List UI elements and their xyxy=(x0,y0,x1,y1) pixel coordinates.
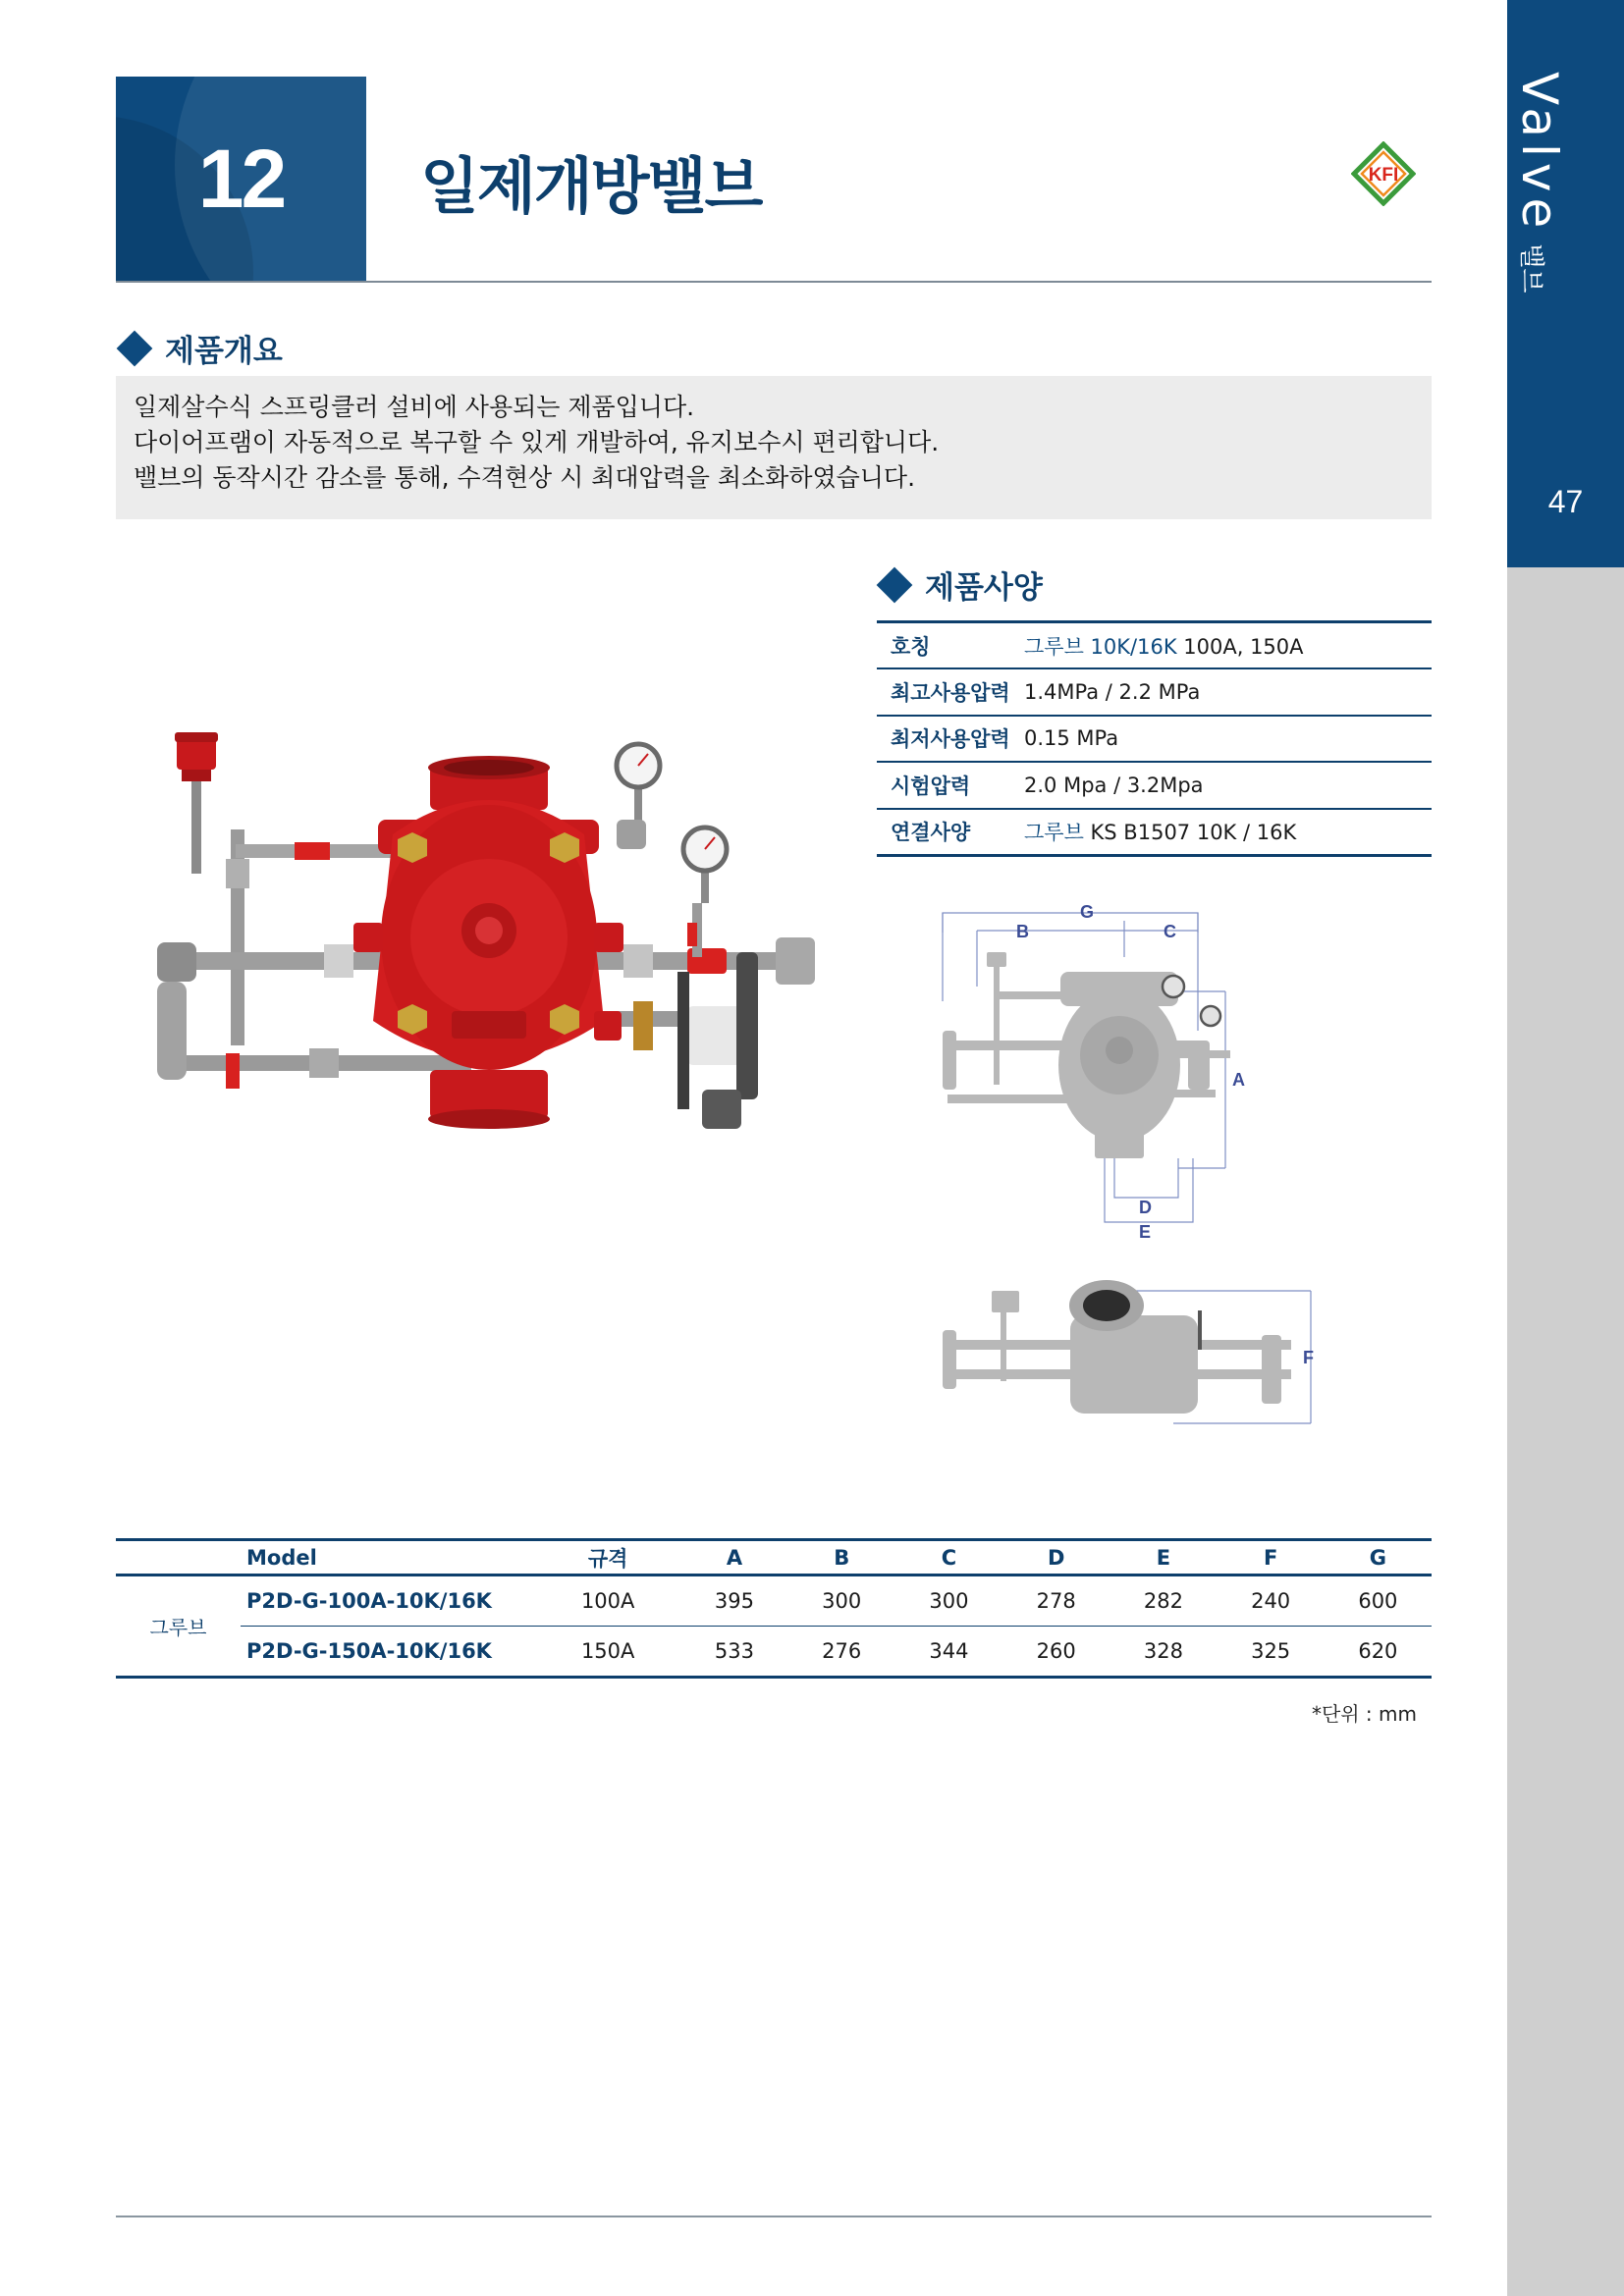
spec-label: 연결사양 xyxy=(877,809,1024,856)
chapter-badge xyxy=(116,77,366,283)
side-tab-label-en: Valve xyxy=(1511,72,1568,235)
dim-label-g: G xyxy=(1080,902,1095,922)
diamond-bullet-icon xyxy=(877,566,913,603)
spec-value: 0.15 MPa xyxy=(1024,716,1432,763)
spec-table xyxy=(877,620,1432,857)
header-divider xyxy=(116,281,1432,283)
footer-divider xyxy=(116,2216,1432,2217)
spec-value: 1.4MPa / 2.2 MPa xyxy=(1024,668,1432,716)
page-number: 47 xyxy=(1547,484,1584,519)
table-header: E xyxy=(1110,1540,1217,1575)
table-cell: 600 xyxy=(1325,1575,1432,1627)
overview-box xyxy=(116,376,1432,519)
table-cell: 276 xyxy=(788,1627,895,1678)
table-header: D xyxy=(1002,1540,1110,1575)
overview-line: 일제살수식 스프링클러 설비에 사용되는 제품입니다. xyxy=(134,393,695,421)
dim-label-b: B xyxy=(1016,922,1029,941)
table-cell: 328 xyxy=(1110,1627,1217,1678)
table-cell: 620 xyxy=(1325,1627,1432,1678)
table-header: A xyxy=(680,1540,787,1575)
table-header-row xyxy=(116,1540,1432,1575)
overview-line: 다이어프램이 자동적으로 복구할 수 있게 개발하여, 유지보수시 편리합니다. xyxy=(134,428,940,456)
table-row xyxy=(116,1627,1432,1678)
table-cell: 300 xyxy=(788,1575,895,1627)
side-tab-label xyxy=(1507,54,1624,299)
spec-label: 최고사용압력 xyxy=(877,668,1024,716)
table-cell: 240 xyxy=(1218,1575,1325,1627)
page-title: 일제개방밸브 xyxy=(420,150,762,222)
table-cell: 395 xyxy=(680,1575,787,1627)
table-cell: 278 xyxy=(1002,1575,1110,1627)
dim-label-d: D xyxy=(1139,1198,1152,1217)
dim-label-e: E xyxy=(1139,1222,1152,1242)
overview-heading-text: 제품개요 xyxy=(165,334,283,369)
spec-row xyxy=(877,809,1432,856)
kfi-logo-text: KFI xyxy=(1368,165,1399,186)
spec-row xyxy=(877,622,1432,669)
table-header: G xyxy=(1325,1540,1432,1575)
spec-label: 호칭 xyxy=(877,622,1024,669)
spec-value: 그루브 10K/16K 100A, 150A xyxy=(1024,622,1432,669)
valve-product-image xyxy=(137,726,854,1178)
table-header: Model xyxy=(241,1540,535,1575)
spec-value: 2.0 Mpa / 3.2Mpa xyxy=(1024,762,1432,809)
table-cell: 325 xyxy=(1218,1627,1325,1678)
dim-label-f: F xyxy=(1303,1348,1314,1367)
table-cell-model: P2D-G-100A-10K/16K xyxy=(241,1575,535,1627)
table-row xyxy=(116,1575,1432,1627)
dim-label-c: C xyxy=(1164,922,1176,941)
spec-label: 시험압력 xyxy=(877,762,1024,809)
table-cell-model: P2D-G-150A-10K/16K xyxy=(241,1627,535,1678)
table-cell: 260 xyxy=(1002,1627,1110,1678)
table-cell: 150A xyxy=(535,1627,680,1678)
side-view-diagram xyxy=(938,1276,1330,1433)
spec-label: 최저사용압력 xyxy=(877,716,1024,763)
table-cell: 282 xyxy=(1110,1575,1217,1627)
spec-row xyxy=(877,716,1432,763)
dimension-diagram xyxy=(938,893,1330,1256)
table-cell: 344 xyxy=(895,1627,1002,1678)
spec-value: 그루브 KS B1507 10K / 16K xyxy=(1024,809,1432,856)
table-header: B xyxy=(788,1540,895,1575)
spec-row xyxy=(877,762,1432,809)
table-cell: 100A xyxy=(535,1575,680,1627)
table-cell: 533 xyxy=(680,1627,787,1678)
spec-row xyxy=(877,668,1432,716)
overview-line: 밸브의 동작시간 감소를 통해, 수격현상 시 최대압력을 최소화하였습니다. xyxy=(134,463,916,492)
table-group-label: 그루브 xyxy=(116,1575,241,1678)
overview-heading xyxy=(122,326,283,370)
diamond-bullet-icon xyxy=(117,330,153,366)
table-header-group xyxy=(116,1540,241,1575)
table-header: C xyxy=(895,1540,1002,1575)
dim-label-a: A xyxy=(1232,1070,1245,1090)
specs-heading xyxy=(882,562,1043,607)
table-header: 규격 xyxy=(535,1540,680,1575)
table-cell: 300 xyxy=(895,1575,1002,1627)
specs-heading-text: 제품사양 xyxy=(925,570,1043,606)
kfi-logo-icon xyxy=(1351,141,1416,206)
unit-note: *단위 : mm xyxy=(1311,1702,1417,1726)
table-header: F xyxy=(1218,1540,1325,1575)
chapter-number: 12 xyxy=(197,133,285,225)
model-dimension-table xyxy=(116,1538,1432,1679)
side-tab-label-ko: 밸브 xyxy=(1516,243,1545,294)
